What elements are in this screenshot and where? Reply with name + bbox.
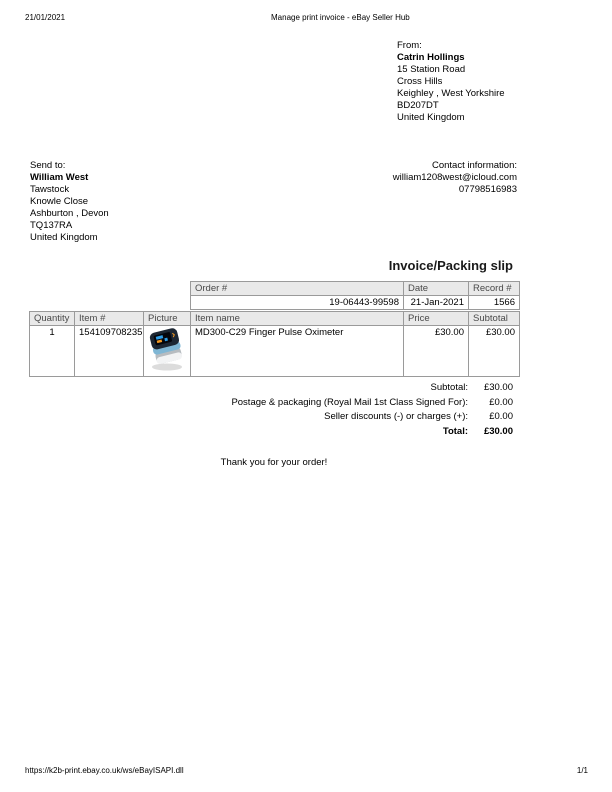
print-header-title: Manage print invoice - eBay Seller Hub: [271, 13, 410, 22]
from-address-line: Cross Hills: [397, 76, 443, 87]
date-header: Date: [404, 282, 469, 296]
totals-section: [29, 381, 519, 439]
totals-row-total: [29, 425, 519, 440]
totals-row-postage: [29, 396, 519, 411]
total-value: £30.00: [483, 425, 513, 437]
total-label: Total:: [442, 425, 468, 437]
price-header: Price: [404, 312, 469, 326]
send-to-address-line: Tawstock: [30, 184, 70, 195]
discounts-label: Seller discounts (-) or charges (+):: [324, 411, 468, 423]
postage-value: £0.00: [489, 396, 513, 408]
print-footer-page-number: 1/1: [576, 766, 588, 775]
print-header-date: 21/01/2021: [25, 13, 66, 22]
item-number: 154109708235: [75, 326, 144, 377]
order-number-header: Order #: [191, 282, 404, 296]
from-address-line: 15 Station Road: [397, 64, 466, 75]
order-table-value-row: [191, 296, 520, 310]
discounts-value: £0.00: [489, 411, 513, 423]
from-address-block: [397, 40, 557, 124]
from-address-line: United Kingdom: [397, 112, 465, 123]
from-address-line: BD207DT: [397, 100, 439, 111]
print-footer-url: https://k2b-print.ebay.co.uk/ws/eBayISAPI.dll: [25, 766, 184, 775]
order-table-header-row: [191, 282, 520, 296]
from-address-line: Keighley , West Yorkshire: [397, 88, 505, 99]
contact-phone: 07798516983: [458, 184, 517, 195]
record-number-value: 1566: [469, 296, 520, 310]
picture-header: Picture: [144, 312, 191, 326]
item-number-header: Item #: [75, 312, 144, 326]
invoice-title: Invoice/Packing slip: [388, 258, 513, 273]
item-row: [30, 326, 520, 377]
item-picture-cell: [144, 326, 191, 377]
quantity-header: Quantity: [30, 312, 75, 326]
pulse-oximeter-photo: [146, 364, 188, 375]
contact-label: Contact information:: [431, 160, 517, 171]
send-to-label: Send to:: [30, 160, 66, 171]
send-to-address-line: Ashburton , Devon: [30, 208, 109, 219]
send-to-name: William West: [30, 172, 89, 183]
subtotal-header: Subtotal: [469, 312, 520, 326]
send-to-address-block: [30, 160, 200, 244]
send-to-address-line: TQ137RA: [30, 220, 73, 231]
send-to-address-line: United Kingdom: [30, 232, 98, 243]
item-quantity: 1: [30, 326, 75, 377]
subtotal-label: Subtotal:: [430, 382, 468, 393]
invoice-body: [29, 281, 519, 468]
from-label: From:: [397, 40, 422, 51]
from-name: Catrin Hollings: [397, 52, 465, 63]
totals-row-subtotal: [29, 381, 519, 396]
postage-label: Postage & packaging (Royal Mail 1st Class Signed For):: [231, 396, 468, 408]
item-subtotal: £30.00: [469, 326, 520, 377]
item-price: £30.00: [404, 326, 469, 377]
contact-email: william1208west@icloud.com: [392, 172, 517, 183]
item-name: MD300-C29 Finger Pulse Oximeter: [191, 326, 404, 377]
order-date-value: 21-Jan-2021: [404, 296, 469, 310]
thank-you-message: Thank you for your order!: [220, 457, 328, 469]
record-number-header: Record #: [469, 282, 520, 296]
send-to-address-line: Knowle Close: [30, 196, 89, 207]
items-table: [29, 311, 520, 377]
order-info-table: [190, 281, 520, 310]
order-number-value: 19-06443-99598: [191, 296, 404, 310]
totals-row-discounts: [29, 410, 519, 425]
item-name-header: Item name: [191, 312, 404, 326]
subtotal-value: £30.00: [483, 382, 513, 393]
contact-info-block: [317, 160, 517, 196]
items-table-header-row: [30, 312, 520, 326]
